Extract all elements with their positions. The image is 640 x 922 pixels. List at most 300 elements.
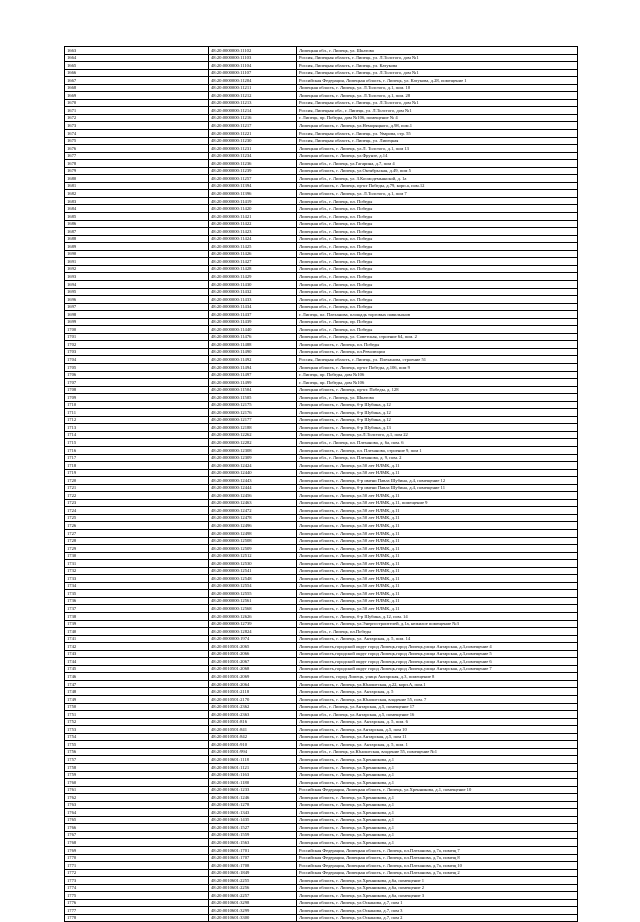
row-number-cell: 1683 bbox=[65, 197, 209, 205]
row-number-cell: 1744 bbox=[65, 658, 209, 666]
row-number-cell: 1685 bbox=[65, 213, 209, 221]
table-row bbox=[65, 537, 578, 545]
cadastral-number-cell: 48:20:0010501:842 bbox=[209, 733, 297, 741]
row-number-cell: 1718 bbox=[65, 462, 209, 470]
address-cell: Липецкая обл., г. Липецк, пл. Плеханова, д. 9, пом. 2 bbox=[297, 454, 578, 462]
table-row bbox=[65, 401, 578, 409]
row-number-cell: 1675 bbox=[65, 137, 209, 145]
cadastral-number-cell: 48:20:0000000:11204 bbox=[209, 77, 297, 85]
row-number-cell: 1774 bbox=[65, 884, 209, 892]
table-row bbox=[65, 348, 578, 356]
row-number-cell: 1763 bbox=[65, 801, 209, 809]
table-row bbox=[65, 628, 578, 636]
address-cell: Липецкая область, г. Липецк, пр-кт Победы, д.106, пом 9 bbox=[297, 363, 578, 371]
row-number-cell: 1681 bbox=[65, 182, 209, 190]
address-cell: Липецкая область, г. Липецк, ул.Хренникова, д.1 bbox=[297, 794, 578, 802]
row-number-cell: 1698 bbox=[65, 311, 209, 319]
address-cell: Россия, Липецкая область, г. Липецк, ул. Плеханова, строение 51 bbox=[297, 356, 578, 364]
table-row bbox=[65, 779, 578, 787]
table-row bbox=[65, 182, 578, 190]
row-number-cell: 1750 bbox=[65, 703, 209, 711]
row-number-cell: 1772 bbox=[65, 869, 209, 877]
table-row bbox=[65, 311, 578, 319]
row-number-cell: 1775 bbox=[65, 892, 209, 900]
table-row bbox=[65, 635, 578, 643]
address-cell: Липецкая область, г. Липецк, б-р Шубина, д.12 bbox=[297, 409, 578, 417]
cadastral-number-cell: 48:20:0010501:841 bbox=[209, 726, 297, 734]
table-row bbox=[65, 831, 578, 839]
row-number-cell: 1769 bbox=[65, 846, 209, 854]
table-row bbox=[65, 205, 578, 213]
row-number-cell: 1694 bbox=[65, 280, 209, 288]
cadastral-number-cell: 48:20:0010501:2065 bbox=[209, 643, 297, 651]
cadastral-number-cell: 48:20:0000000:12176 bbox=[209, 409, 297, 417]
row-number-cell: 1743 bbox=[65, 650, 209, 658]
row-number-cell: 1679 bbox=[65, 167, 209, 175]
cadastral-number-cell: 48:20:0010601:1559 bbox=[209, 831, 297, 839]
table-row bbox=[65, 733, 578, 741]
table-row bbox=[65, 620, 578, 628]
row-number-cell: 1673 bbox=[65, 122, 209, 130]
address-cell: Липецкая область, г. Липецк, ул.Хренникова, д.1 bbox=[297, 816, 578, 824]
cadastral-number-cell: 48:20:0000000:12568 bbox=[209, 605, 297, 613]
row-number-cell: 1714 bbox=[65, 431, 209, 439]
table-row bbox=[65, 303, 578, 311]
cadastral-number-cell: 48:20:0000000:11504 bbox=[209, 386, 297, 394]
row-number-cell: 1674 bbox=[65, 130, 209, 138]
cadastral-number-cell: 48:20:0010501:2069 bbox=[209, 673, 297, 681]
cadastral-number-cell: 48:20:0000000:12188 bbox=[209, 424, 297, 432]
table-row bbox=[65, 69, 578, 77]
row-number-cell: 1741 bbox=[65, 635, 209, 643]
row-number-cell: 1766 bbox=[65, 824, 209, 832]
address-cell: Липецкая область, г. Липецк, ул.Октябрьская, д.49, пом 5 bbox=[297, 167, 578, 175]
address-cell: Липецкая область, г. Липецк, б-р Шубина, д.12, пом. 14 bbox=[297, 613, 578, 621]
row-number-cell: 1730 bbox=[65, 552, 209, 560]
address-cell: Липецкая область, г. Липецк, ул.50 лет НЛМК, д.11 bbox=[297, 514, 578, 522]
table-row bbox=[65, 190, 578, 198]
address-cell: Липецкая область, г. Липецк, ул.50 лет НЛМК, д.11 bbox=[297, 560, 578, 568]
address-cell: Липецкая область, г. Липецк, б-р Шубина, д.12 bbox=[297, 416, 578, 424]
row-number-cell: 1751 bbox=[65, 711, 209, 719]
row-number-cell: 1723 bbox=[65, 499, 209, 507]
cadastral-number-cell: 48:20:0010601:1118 bbox=[209, 756, 297, 764]
table-row bbox=[65, 590, 578, 598]
address-cell: Липецкая обл., г. Липецк, пл. Победы bbox=[297, 220, 578, 228]
address-cell: Липецкая область, г. Липецк, б-р Шубина, д.13 bbox=[297, 424, 578, 432]
row-number-cell: 1669 bbox=[65, 92, 209, 100]
row-number-cell: 1707 bbox=[65, 379, 209, 387]
address-cell: Липецкая область, г. Липецк, ул.Хренникова, д.1 bbox=[297, 779, 578, 787]
address-cell: Россия, Липецкая область, г. Липецк, ул. Липецкая bbox=[297, 137, 578, 145]
table-row bbox=[65, 605, 578, 613]
row-number-cell: 1737 bbox=[65, 605, 209, 613]
table-row bbox=[65, 801, 578, 809]
address-cell: г. Липецк, пр. Победы, дом №106 bbox=[297, 379, 578, 387]
cadastral-number-cell: 48:20:0000000:12739 bbox=[209, 620, 297, 628]
row-number-cell: 1753 bbox=[65, 726, 209, 734]
cadastral-number-cell: 48:20:0010601:2257 bbox=[209, 892, 297, 900]
cadastral-number-cell: 48:20:0000000:11427 bbox=[209, 258, 297, 266]
address-cell: г. Липецк, пр. Победы, дом №106, помещение № 4 bbox=[297, 114, 578, 122]
table-row bbox=[65, 499, 578, 507]
table-row bbox=[65, 356, 578, 364]
table-row bbox=[65, 786, 578, 794]
cadastral-number-cell: 48:20:0010501:2118 bbox=[209, 688, 297, 696]
address-cell: Россия, Липецкая область, г. Липецк, ул. Л.Толстого, дом №1 bbox=[297, 54, 578, 62]
address-cell: Российская Федерация, Липецкая область, г. Липецк, пл.Плеханова, д.7а, помещ 7 bbox=[297, 846, 578, 854]
table-row bbox=[65, 371, 578, 379]
table-row bbox=[65, 250, 578, 258]
table-row bbox=[65, 748, 578, 756]
row-number-cell: 1734 bbox=[65, 582, 209, 590]
cadastral-number-cell: 48:20:0000000:12424 bbox=[209, 462, 297, 470]
table-row bbox=[65, 62, 578, 70]
address-cell: Липецкая область, г. Липецк, ул. Антарская, д. 5 bbox=[297, 688, 578, 696]
table-row bbox=[65, 273, 578, 281]
table-row bbox=[65, 643, 578, 651]
row-number-cell: 1667 bbox=[65, 77, 209, 85]
cadastral-number-cell: 48:20:0010601:3298 bbox=[209, 899, 297, 907]
row-number-cell: 1704 bbox=[65, 356, 209, 364]
cadastral-number-cell: 48:20:0000000:11102 bbox=[209, 47, 297, 55]
address-cell: Липецкая область, г. Липецк, ул.Л. Толстого, д.1, пом 13 bbox=[297, 145, 578, 153]
cadastral-number-cell: 48:20:0000000:12554 bbox=[209, 582, 297, 590]
cadastral-number-cell: 48:20:0010601:2255 bbox=[209, 877, 297, 885]
table-row bbox=[65, 854, 578, 862]
row-number-cell: 1722 bbox=[65, 492, 209, 500]
address-cell: Липецкая область, г. Липецк, ул.Осканова, д.7, пом 1 bbox=[297, 899, 578, 907]
cadastral-number-cell: 48:20:0000000:11396 bbox=[209, 190, 297, 198]
address-cell: Российская Федерация, Липецкая область, г. Липецк, пл.Плеханова, д.7а, помещ 2 bbox=[297, 869, 578, 877]
table-row bbox=[65, 514, 578, 522]
cadastral-number-cell: 48:20:0010601:1435 bbox=[209, 816, 297, 824]
cadastral-number-cell: 48:20:0000000:11494 bbox=[209, 363, 297, 371]
cadastral-number-cell: 48:20:0010501:2068 bbox=[209, 665, 297, 673]
cadastral-number-cell: 48:20:0010601:1707 bbox=[209, 854, 297, 862]
cadastral-number-cell: 48:20:0000000:11434 bbox=[209, 303, 297, 311]
cadastral-number-cell: 48:20:0000000:12444 bbox=[209, 484, 297, 492]
row-number-cell: 1777 bbox=[65, 907, 209, 915]
cadastral-number-cell: 48:20:0000000:11212 bbox=[209, 92, 297, 100]
cadastral-number-cell: 48:20:0000000:1974 bbox=[209, 635, 297, 643]
address-cell: Липецкая обл., г. Липецк, пр. Победы bbox=[297, 318, 578, 326]
address-cell: Липецкая обл., г. Липецк, пл. Победы bbox=[297, 228, 578, 236]
table-row bbox=[65, 484, 578, 492]
table-row bbox=[65, 907, 578, 915]
table-row bbox=[65, 711, 578, 719]
table-row bbox=[65, 145, 578, 153]
cadastral-number-cell: 48:20:0000000:12496 bbox=[209, 522, 297, 530]
address-cell: Липецкая область, г. Липецк, ул.Хренникова, д.1 bbox=[297, 756, 578, 764]
table-row bbox=[65, 197, 578, 205]
address-cell: Липецкая область, г. Липецк, ул.Осканова, д.7, пом 3 bbox=[297, 907, 578, 915]
address-cell: Липецкая обл., г. Липецк, пл. Победы bbox=[297, 280, 578, 288]
table-row bbox=[65, 424, 578, 432]
row-number-cell: 1736 bbox=[65, 597, 209, 605]
address-cell: Липецкая обл., г. Липецк, пл. Плеханова, д. 6а, пом. 6 bbox=[297, 439, 578, 447]
row-number-cell: 1771 bbox=[65, 862, 209, 870]
table-row bbox=[65, 862, 578, 870]
table-row bbox=[65, 137, 578, 145]
table-row bbox=[65, 575, 578, 583]
address-cell: Липецкая обл., г. Липецк, пл. Победы bbox=[297, 265, 578, 273]
cadastral-number-cell: 48:20:0000000:11421 bbox=[209, 213, 297, 221]
row-number-cell: 1686 bbox=[65, 220, 209, 228]
cadastral-number-cell: 48:20:0000000:12175 bbox=[209, 401, 297, 409]
address-cell: Липецкая область, г. Липецк, ул.Неморяцкого, д.98, пом.1 bbox=[297, 122, 578, 130]
address-cell: Российская Федерация, Липецкая область, г. Липецк, пл.Плеханова, д.7а, помещ 10 bbox=[297, 862, 578, 870]
address-cell: Липецкая обл., г. Липецк, пл. Победы bbox=[297, 205, 578, 213]
cadastral-number-cell: 48:20:0000000:11419 bbox=[209, 197, 297, 205]
table-row bbox=[65, 877, 578, 885]
cadastral-number-cell: 48:20:0010501:910 bbox=[209, 741, 297, 749]
row-number-cell: 1735 bbox=[65, 590, 209, 598]
address-cell: Липецкая обл., г. Липецк, ул.Юношеская, владение 55, помещение №1 bbox=[297, 748, 578, 756]
cadastral-number-cell: 48:20:0000000:12626 bbox=[209, 613, 297, 621]
cadastral-number-cell: 48:20:0000000:11433 bbox=[209, 296, 297, 304]
address-cell: Липецкая область, г. Липецк, ул.Хренникова, д.1 bbox=[297, 831, 578, 839]
address-cell: Липецкая область, г. Липецк, ул.Хренникова, д.1 bbox=[297, 771, 578, 779]
address-cell: Липецкая область, г. Липецк, ул.50 лет НЛМК, д.11 bbox=[297, 567, 578, 575]
address-cell: Липецкая область, г. Липецк, ул.50 лет НЛМК, д.11 bbox=[297, 552, 578, 560]
table-row bbox=[65, 243, 578, 251]
address-cell: Липецкая область, г. Липецк, пл. Плеханова, строение 9, пом 1 bbox=[297, 446, 578, 454]
table-row bbox=[65, 379, 578, 387]
table-row bbox=[65, 658, 578, 666]
row-number-cell: 1739 bbox=[65, 620, 209, 628]
address-cell: Липецкая область, г. Липецк, ул.50 лет НЛМК, д.11 bbox=[297, 522, 578, 530]
cadastral-number-cell: 48:20:0010601:1527 bbox=[209, 824, 297, 832]
cadastral-number-cell: 48:20:0000000:11426 bbox=[209, 250, 297, 258]
row-number-cell: 1708 bbox=[65, 386, 209, 394]
address-cell: Липецкая обл., г. Липецк, пл. Победы bbox=[297, 250, 578, 258]
row-number-cell: 1759 bbox=[65, 771, 209, 779]
table-row bbox=[65, 54, 578, 62]
row-number-cell: 1691 bbox=[65, 258, 209, 266]
cadastral-number-cell: 48:20:0000000:11104 bbox=[209, 62, 297, 70]
table-row bbox=[65, 846, 578, 854]
cadastral-number-cell: 48:20:0000000:12262 bbox=[209, 431, 297, 439]
cadastral-number-cell: 48:20:0000000:12498 bbox=[209, 530, 297, 538]
table-row bbox=[65, 869, 578, 877]
cadastral-number-cell: 48:20:0000000:11211 bbox=[209, 84, 297, 92]
address-cell: Липецкая область, г. Липецк, ул.Хренникова, д.6а, помещение 1 bbox=[297, 877, 578, 885]
row-number-cell: 1713 bbox=[65, 424, 209, 432]
row-number-cell: 1725 bbox=[65, 514, 209, 522]
cadastral-number-cell: 48:20:0010501:2363 bbox=[209, 711, 297, 719]
row-number-cell: 1668 bbox=[65, 84, 209, 92]
table-row bbox=[65, 794, 578, 802]
address-cell: Липецкая область, г. Липецк, ул. Л.Толстого, д.1, пом 7 bbox=[297, 190, 578, 198]
address-cell: Липецкая область, г. Липецк, ул.Хренникова, д.1 bbox=[297, 801, 578, 809]
cadastral-number-cell: 48:20:0010601:1246 bbox=[209, 794, 297, 802]
cadastral-number-cell: 48:20:0000000:11217 bbox=[209, 122, 297, 130]
row-number-cell: 1761 bbox=[65, 786, 209, 794]
table-row bbox=[65, 122, 578, 130]
cadastral-number-cell: 48:20:0000000:12308 bbox=[209, 446, 297, 454]
address-cell: Липецкая обл., г. Липецк, ул. Советская, строение 64, пом. 2 bbox=[297, 333, 578, 341]
address-cell: Россия, Липецкая область, г. Липецк, ул. Л.Толстого, дом №1 bbox=[297, 69, 578, 77]
row-number-cell: 1768 bbox=[65, 839, 209, 847]
table-row bbox=[65, 454, 578, 462]
row-number-cell: 1746 bbox=[65, 673, 209, 681]
row-number-cell: 1767 bbox=[65, 831, 209, 839]
address-cell: г. Липецк, пл. Плеханова, площадь торговых павильонов bbox=[297, 311, 578, 319]
address-cell: Липецкая область,городской округ город Липецк,город Липецк,улица Антарская, д.3,помещение 7 bbox=[297, 665, 578, 673]
row-number-cell: 1710 bbox=[65, 401, 209, 409]
row-number-cell: 1716 bbox=[65, 446, 209, 454]
row-number-cell: 1757 bbox=[65, 756, 209, 764]
cadastral-number-cell: 48:20:0010601:1343 bbox=[209, 809, 297, 817]
row-number-cell: 1664 bbox=[65, 54, 209, 62]
cadastral-number-cell: 48:20:0000000:11231 bbox=[209, 145, 297, 153]
cadastral-number-cell: 48:20:0010501:994 bbox=[209, 748, 297, 756]
table-row bbox=[65, 839, 578, 847]
row-number-cell: 1690 bbox=[65, 250, 209, 258]
address-cell: Липецкая область, город Липецк, улица Антарская, д.3, помещение 8 bbox=[297, 673, 578, 681]
row-number-cell: 1778 bbox=[65, 914, 209, 922]
row-number-cell: 1748 bbox=[65, 688, 209, 696]
address-cell: Липецкая область, г. Липецк, пр-кт Победы, д.79, корп.а, пом.12 bbox=[297, 182, 578, 190]
cadastral-number-cell: 48:20:0010601:1701 bbox=[209, 846, 297, 854]
row-number-cell: 1717 bbox=[65, 454, 209, 462]
table-row bbox=[65, 107, 578, 115]
row-number-cell: 1702 bbox=[65, 341, 209, 349]
cadastral-number-cell: 48:20:0000000:12530 bbox=[209, 560, 297, 568]
cadastral-number-cell: 48:20:0000000:11422 bbox=[209, 220, 297, 228]
address-cell: Липецкая область, г. Липецк, б-р Шубина, д.12 bbox=[297, 401, 578, 409]
address-cell: Липецкая обл., г. Липецк, ул.Антарская, д.5, помещение 17 bbox=[297, 703, 578, 711]
cadastral-number-cell: 48:20:0000000:11476 bbox=[209, 333, 297, 341]
row-number-cell: 1742 bbox=[65, 643, 209, 651]
row-number-cell: 1689 bbox=[65, 243, 209, 251]
address-cell: Липецкая область, г. Липецк, б-р имени Павла Шубина, д.4, помещение 12 bbox=[297, 477, 578, 485]
cadastral-number-cell: 48:20:0000000:11437 bbox=[209, 311, 297, 319]
row-number-cell: 1678 bbox=[65, 160, 209, 168]
row-number-cell: 1709 bbox=[65, 394, 209, 402]
row-number-cell: 1697 bbox=[65, 303, 209, 311]
cadastral-number-cell: 48:20:0000000:11239 bbox=[209, 167, 297, 175]
address-cell: Россия, Липецкая область, г. Липецк, ул. Уварова, стр. 55 bbox=[297, 130, 578, 138]
cadastral-number-cell: 48:20:0000000:11440 bbox=[209, 326, 297, 334]
table-row bbox=[65, 326, 578, 334]
address-cell: Липецкая область, г. Липецк, ул.50 лет НЛМК, д.11 bbox=[297, 507, 578, 515]
address-cell: Липецкая область, г. Липецк, ул.50 лет НЛМК, д.11 bbox=[297, 582, 578, 590]
address-cell: Липецкая обл., г. Липецк, ул.Антарская, д.5, помещение 16 bbox=[297, 711, 578, 719]
row-number-cell: 1720 bbox=[65, 477, 209, 485]
address-cell: Липецкая область, г. Липецк, пр-кт. Победы, д. 128 bbox=[297, 386, 578, 394]
table-row bbox=[65, 816, 578, 824]
row-number-cell: 1724 bbox=[65, 507, 209, 515]
row-number-cell: 1764 bbox=[65, 809, 209, 817]
table-row bbox=[65, 650, 578, 658]
address-cell: Липецкая обл., г. Липецк, пл.Победы bbox=[297, 628, 578, 636]
row-number-cell: 1684 bbox=[65, 205, 209, 213]
cadastral-number-cell: 48:20:0000000:12309 bbox=[209, 454, 297, 462]
cadastral-number-cell: 48:20:0010601:1163 bbox=[209, 771, 297, 779]
table-row bbox=[65, 824, 578, 832]
table-row bbox=[65, 228, 578, 236]
row-number-cell: 1670 bbox=[65, 99, 209, 107]
row-number-cell: 1752 bbox=[65, 718, 209, 726]
cadastral-number-cell: 48:20:0010601:1180 bbox=[209, 779, 297, 787]
row-number-cell: 1726 bbox=[65, 522, 209, 530]
row-number-cell: 1711 bbox=[65, 409, 209, 417]
cadastral-number-cell: 48:20:0000000:11430 bbox=[209, 280, 297, 288]
document-table-body bbox=[65, 47, 578, 922]
table-row bbox=[65, 114, 578, 122]
address-cell: Липецкая область, г. Липецк, ул.Хренникова, д.1 bbox=[297, 763, 578, 771]
table-row bbox=[65, 665, 578, 673]
cadastral-number-cell: 48:20:0000000:11499 bbox=[209, 379, 297, 387]
address-cell: Липецкая область,городской округ город Липецк,город Липецк,улица Антарская, д.3,помещение 4 bbox=[297, 643, 578, 651]
row-number-cell: 1745 bbox=[65, 665, 209, 673]
address-cell: Липецкая область, г. Липецк, ул.Фрунзе, д.14 bbox=[297, 152, 578, 160]
row-number-cell: 1703 bbox=[65, 348, 209, 356]
address-cell: Липецкая область, г. Липецк, ул. Антарская, д. 5, пом. 6 bbox=[297, 718, 578, 726]
cadastral-number-cell: 48:20:0000000:11429 bbox=[209, 273, 297, 281]
cadastral-number-cell: 48:20:0000000:11425 bbox=[209, 243, 297, 251]
row-number-cell: 1721 bbox=[65, 484, 209, 492]
row-number-cell: 1705 bbox=[65, 363, 209, 371]
cadastral-number-cell: 48:20:0000000:12548 bbox=[209, 575, 297, 583]
table-row bbox=[65, 296, 578, 304]
table-row bbox=[65, 280, 578, 288]
cadastral-number-cell: 48:20:0000000:12177 bbox=[209, 416, 297, 424]
address-cell: Липецкая обл., г. Липецк, пл. Победы bbox=[297, 296, 578, 304]
row-number-cell: 1712 bbox=[65, 416, 209, 424]
table-row bbox=[65, 462, 578, 470]
address-cell: Липецкая область, г. Липецк, ул.Хренникова, д.6а, помещение 3 bbox=[297, 892, 578, 900]
cadastral-number-cell: 48:20:0000000:12463 bbox=[209, 499, 297, 507]
address-cell: Липецкая область, г. Липецк, ул.50 лет НЛМК, д.11 bbox=[297, 597, 578, 605]
address-cell: Липецкая область,городской округ город Липецк,город Липецк,улица Антарская, д.3,помещение 6 bbox=[297, 658, 578, 666]
address-cell: Липецкая обл., г. Липецк, пл. Победы bbox=[297, 243, 578, 251]
row-number-cell: 1760 bbox=[65, 779, 209, 787]
address-cell: Липецкая область, г. Липецк, ул.Юношеская, владение 55, пом. 7 bbox=[297, 696, 578, 704]
address-cell: Липецкая область, г. Липецк, пл.Революции bbox=[297, 348, 578, 356]
cadastral-number-cell: 48:20:0010601:1849 bbox=[209, 869, 297, 877]
table-row bbox=[65, 892, 578, 900]
table-row bbox=[65, 446, 578, 454]
table-row bbox=[65, 363, 578, 371]
row-number-cell: 1715 bbox=[65, 439, 209, 447]
address-cell: Липецкая обл., г. Липецк, пл. Победы bbox=[297, 197, 578, 205]
cadastral-number-cell: 48:20:0000000:11492 bbox=[209, 356, 297, 364]
row-number-cell: 1747 bbox=[65, 680, 209, 688]
address-cell: Липецкая обл., г. Липецк, ул.Гагарина, д.7, пом 4 bbox=[297, 160, 578, 168]
address-cell: Липецкая область, г. Липецк, ул. Л.Толстого, д.1, пом. 10 bbox=[297, 84, 578, 92]
table-row bbox=[65, 688, 578, 696]
cadastral-number-cell: 48:20:0000000:11213 bbox=[209, 99, 297, 107]
table-row bbox=[65, 914, 578, 922]
row-number-cell: 1676 bbox=[65, 145, 209, 153]
row-number-cell: 1677 bbox=[65, 152, 209, 160]
table-row bbox=[65, 265, 578, 273]
address-cell: Россия, Липецкая область, г. Липецк, ул. Катукова bbox=[297, 62, 578, 70]
cadastral-number-cell: 48:20:0000000:12561 bbox=[209, 597, 297, 605]
row-number-cell: 1699 bbox=[65, 318, 209, 326]
cadastral-number-cell: 48:20:0000000:12472 bbox=[209, 507, 297, 515]
address-cell: Россия, Липецкая обл., г. Липецк, ул. Л.Толстого, дом №1 bbox=[297, 107, 578, 115]
row-number-cell: 1749 bbox=[65, 696, 209, 704]
table-row bbox=[65, 560, 578, 568]
cadastral-number-cell: 48:20:0010601:2256 bbox=[209, 884, 297, 892]
cadastral-number-cell: 48:20:0010601:1278 bbox=[209, 801, 297, 809]
table-row bbox=[65, 680, 578, 688]
cadastral-number-cell: 48:20:0010501:2067 bbox=[209, 658, 297, 666]
